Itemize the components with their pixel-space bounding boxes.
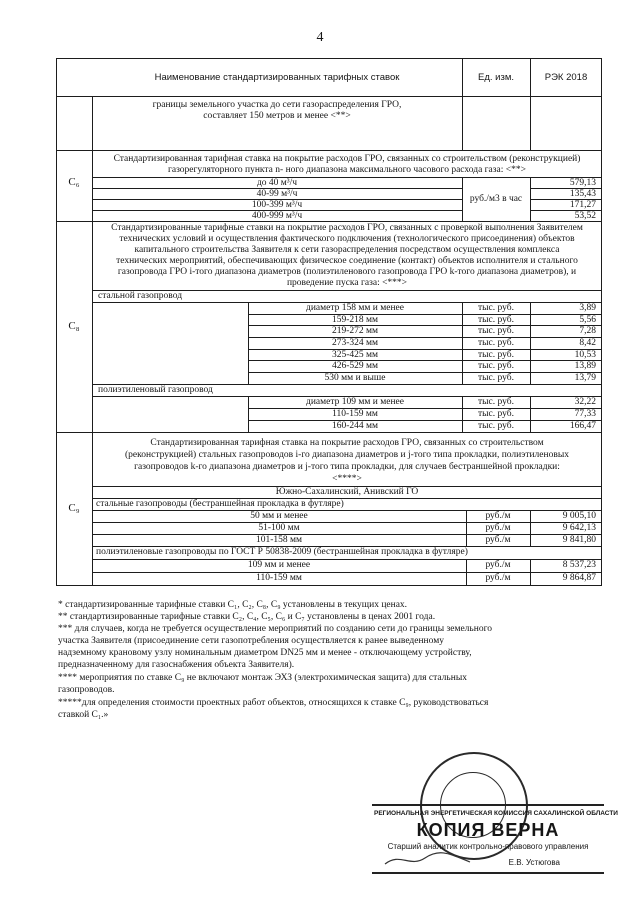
tariff-table [56,58,602,586]
c9-steel-unit-1: руб./м [485,523,511,533]
c9-steel-label: стальные газопроводы (бестраншейная прокладка в футляре) [96,499,344,509]
header-rek: РЭК 2018 [544,72,588,83]
c6-desc-1: Стандартизированная тарифная ставка на покрытие расходов ГРО, связанных со строительством (реконструкцией) [113,154,581,164]
c6-item-label-0: до 40 м³/ч [256,178,298,188]
c8-desc-4: технических мероприятий, обеспечивающих физическое соединение (контакт) объектов исполнителя и стального [116,256,578,266]
c8-steel-label-0: диаметр 158 мм и менее [306,303,404,313]
top-row-col-divider-1 [462,96,463,150]
c8-poly-unit-2: тыс. руб. [478,421,514,431]
c8-steel-value-1: 5,56 [579,315,596,325]
c8-steel-value-6: 13,79 [574,373,596,383]
c8-steel-label: стальной газопровод [98,291,183,301]
c8-desc-5: газопровода ГРО i-того диапазона диаметров (полиэтиленового газопровода ГРО k-того диапазона диаметров), и [117,267,577,277]
c9-poly-value-1: 9 864,87 [562,573,596,583]
c8-steel-value-4: 10,53 [574,350,596,360]
c9-steel-label-1: 51-100 мм [258,523,300,533]
c8-poly-label-0: диаметр 109 мм и менее [306,397,404,407]
footnote-3c: надземному крановому узлу номинальным диаметром DN25 мм и менее - отключающему устройству, [58,648,472,658]
c6-item-value-2: 171,27 [569,200,596,210]
footnote-3d: предназначенному для газоснабжения объекта Заявителя). [58,660,295,670]
c8-steel-label-4: 325-425 мм [331,350,379,360]
footnote-3b: участка Заявителя (присоединение сети газопотребления осуществляется к ранее выведенному [58,636,444,646]
c9-desc-1: Стандартизированная тарифная ставка на покрытие расходов ГРО, связанных со строительством [150,438,544,448]
c8-poly-value-1: 77,33 [574,409,596,419]
signature [380,850,480,870]
c8-steel-unit-1: тыс. руб. [478,315,514,325]
header-unit: Ед. изм. [478,72,514,83]
c8-desc-3: капитального строительства Заявителя к сети газораспределения посредством осуществления комплекса [134,245,560,255]
c8-poly-value-2: 166,47 [569,421,596,431]
code-c9: C₉ [68,502,80,514]
c9-poly-label-1: 110-159 мм [256,573,302,583]
c8-steel-value-5: 13,89 [574,361,596,371]
c6-item-label-3: 400-999 м³/ч [251,211,303,221]
c8-steel-unit-3: тыс. руб. [478,338,514,348]
c8-poly-value-0: 32,22 [574,397,596,407]
footnote-5b: ставкой C₁.» [58,710,109,720]
c6-end [56,221,602,222]
footnote-1: * стандартизированные тарифные ставки C₁, C₂, C₈, C₉ установлены в текущих ценах. [58,600,408,610]
c8-steel-value-0: 3,89 [579,303,596,313]
c9-poly-label: полиэтиленовые газопроводы по ГОСТ Р 50838-2009 (бестраншейная прокладка в футляре) [96,547,468,557]
top-row-line-2: составляет 150 метров и менее <**> [203,111,351,121]
header-divider [56,96,602,97]
code-c6: C₆ [68,176,80,188]
c8-end [56,432,602,433]
page-number: 4 [316,30,324,45]
c8-poly-label: полиэтиленовый газопровод [98,385,213,395]
c9-steel-value-2: 9 841,80 [562,535,596,545]
c8-poly-label-2: 160-244 мм [331,421,379,431]
footnote-3a: *** для случаев, когда не требуется осуществление мероприятий по созданию сети до границы земельного [58,624,492,634]
c8-steel-unit-6: тыс. руб. [478,373,514,383]
c9-steel-value-1: 9 642,13 [562,523,596,533]
c9-steel-value-0: 9 005,10 [562,511,596,521]
stamp-position: Старший аналитик контрольно-правового управления [387,842,589,851]
footnote-4a: **** мероприятия по ставке C₉ не включают монтаж ЭХЗ (электрохимическая защита) для стальных [58,673,467,683]
top-row-line-1: границы земельного участка до сети газораспределения ГРО, [152,100,402,110]
stamp-org: РЕГИОНАЛЬНАЯ ЭНЕРГЕТИЧЕСКАЯ КОМИССИЯ САХАЛИНСКОЙ ОБЛАСТИ [374,810,618,817]
c8-steel-unit-5: тыс. руб. [478,361,514,371]
c6-item-value-0: 579,13 [569,178,596,188]
stamp-signer: Е.В. Устюгова [508,858,560,867]
c8-steel-label-6: 530 мм и выше [324,373,386,383]
c8-steel-label-2: 219-272 мм [331,326,379,336]
c9-desc-2: (реконструкцией) стальных газопроводов i-го диапазона диаметров и j-того типа прокладки, полиэтиленовых [125,450,569,460]
footnote-4b: газопроводов. [58,685,115,695]
c8-poly-label-1: 110-159 мм [332,409,378,419]
c9-steel-label-0: 50 мм и менее [250,511,308,521]
c8-desc-6: проведение пуска газа: <***> [286,278,408,288]
footnote-5a: *****для определения стоимости проектных работ объектов, относящихся к ставке C₉, руководствоваться [58,698,489,708]
stamp-copy-text: КОПИЯ ВЕРНА [416,820,560,840]
c6-item-value-3: 53,52 [574,211,596,221]
c9-steel-label-2: 101-158 мм [255,535,303,545]
c6-desc-2: газорегуляторного пункта n- ного диапазона максимального часового расхода газа: <**> [168,165,526,175]
c8-desc-1: Стандартизированные тарифные ставки на покрытие расходов ГРО, связанных с проверкой выполнения Заявителем [111,223,583,233]
c8-steel-label-3: 273-324 мм [331,338,379,348]
c9-desc-4: <****> [332,474,362,484]
c8-steel-unit-0: тыс. руб. [478,303,514,313]
c8-steel-label-1: 159-218 мм [331,315,379,325]
c9-region: Южно-Сахалинский, Анивский ГО [275,487,419,497]
c6-item-label-1: 40-99 м³/ч [256,189,298,199]
c9-steel-unit-2: руб./м [485,535,511,545]
c8-poly-unit-0: тыс. руб. [478,397,514,407]
c8-steel-unit-4: тыс. руб. [478,350,514,360]
c9-poly-label-0: 109 мм и менее [247,560,311,570]
footnote-2: ** стандартизированные тарифные ставки C₂, C₄, C₅, C₆ и C₇ установлены в ценах 2001 года. [58,612,436,622]
c9-poly-value-0: 8 537,23 [562,560,596,570]
c6-unit: руб./м3 в час [469,194,523,204]
c8-steel-value-2: 7,28 [579,326,596,336]
c8-steel-value-3: 8,42 [579,338,596,348]
c8-poly-unit-1: тыс. руб. [478,409,514,419]
header-name: Наименование стандартизированных тарифных ставок [154,72,400,83]
c8-desc-2: технических условий и осуществления фактического подключения (технологического присоединения) объектов [119,234,575,244]
c9-steel-unit-0: руб./м [485,511,511,521]
c8-steel-label-5: 426-529 мм [331,361,379,371]
c6-item-value-1: 135,43 [569,189,596,199]
c6-item-label-2: 100-399 м³/ч [251,200,303,210]
top-row-col-divider-2 [530,96,531,150]
c9-poly-unit-1: руб./м [485,573,511,583]
c9-desc-3: газопроводов k-го диапазона диаметров и j-того типа прокладки, для случаев бестраншейной прокладки: [134,462,560,472]
table-border-bottom [56,585,602,586]
table-border-top [56,58,602,59]
top-row-divider [56,150,602,151]
code-c8: C₈ [68,320,80,332]
c8-steel-unit-2: тыс. руб. [478,326,514,336]
table-border-right [601,58,602,586]
c9-poly-unit-0: руб./м [485,560,511,570]
